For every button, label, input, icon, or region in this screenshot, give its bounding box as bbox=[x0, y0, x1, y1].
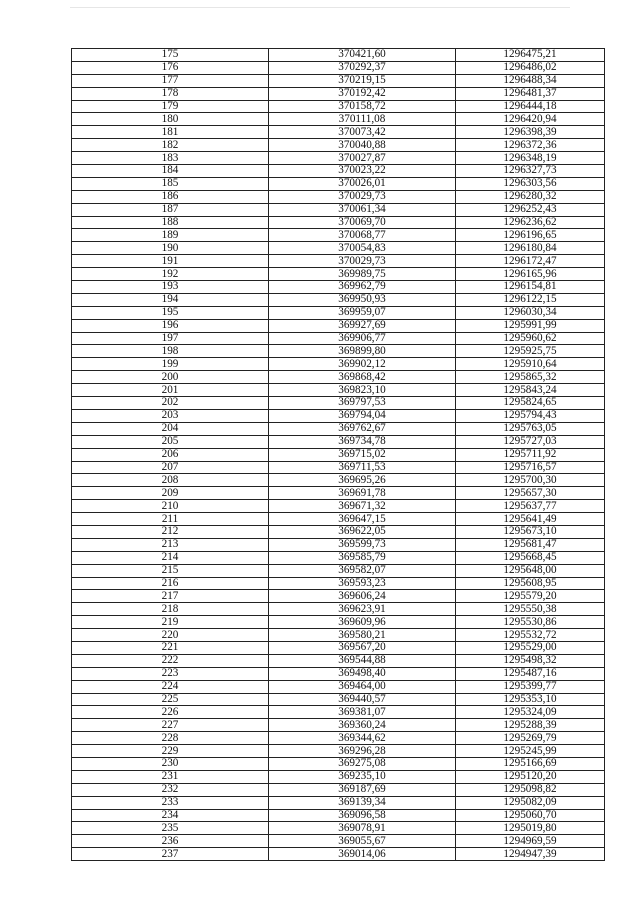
x-coordinate-cell: 370029,73 bbox=[269, 255, 456, 268]
table-row bbox=[72, 126, 605, 139]
y-coordinate-cell: 1295269,79 bbox=[456, 732, 605, 745]
point-number-cell: 189 bbox=[72, 229, 269, 242]
x-coordinate-cell: 369622,05 bbox=[269, 525, 456, 538]
point-number-cell: 212 bbox=[72, 525, 269, 538]
table-row bbox=[72, 139, 605, 152]
point-number-cell: 206 bbox=[72, 448, 269, 461]
x-coordinate-cell: 370054,83 bbox=[269, 242, 456, 255]
y-coordinate-cell: 1296327,73 bbox=[456, 165, 605, 178]
y-coordinate-cell: 1296030,34 bbox=[456, 306, 605, 319]
point-number-cell: 215 bbox=[72, 564, 269, 577]
x-coordinate-cell: 369078,91 bbox=[269, 822, 456, 835]
y-coordinate-cell: 1295288,39 bbox=[456, 719, 605, 732]
x-coordinate-cell: 369927,69 bbox=[269, 319, 456, 332]
point-number-cell: 198 bbox=[72, 345, 269, 358]
x-coordinate-cell: 370192,42 bbox=[269, 87, 456, 100]
y-coordinate-cell: 1296252,43 bbox=[456, 203, 605, 216]
table-row bbox=[72, 397, 605, 410]
table-row bbox=[72, 216, 605, 229]
point-number-cell: 193 bbox=[72, 281, 269, 294]
y-coordinate-cell: 1294969,59 bbox=[456, 835, 605, 848]
x-coordinate-cell: 369567,20 bbox=[269, 641, 456, 654]
y-coordinate-cell: 1296398,39 bbox=[456, 126, 605, 139]
x-coordinate-cell: 370073,42 bbox=[269, 126, 456, 139]
y-coordinate-cell: 1296348,19 bbox=[456, 152, 605, 165]
table-row bbox=[72, 281, 605, 294]
x-coordinate-cell: 369381,07 bbox=[269, 706, 456, 719]
x-coordinate-cell: 369440,57 bbox=[269, 693, 456, 706]
y-coordinate-cell: 1295716,57 bbox=[456, 461, 605, 474]
point-number-cell: 207 bbox=[72, 461, 269, 474]
table-row bbox=[72, 242, 605, 255]
table-row bbox=[72, 719, 605, 732]
point-number-cell: 210 bbox=[72, 500, 269, 513]
y-coordinate-cell: 1295648,00 bbox=[456, 564, 605, 577]
table-row bbox=[72, 848, 605, 861]
point-number-cell: 185 bbox=[72, 177, 269, 190]
point-number-cell: 204 bbox=[72, 422, 269, 435]
y-coordinate-cell: 1295681,47 bbox=[456, 538, 605, 551]
x-coordinate-cell: 370421,60 bbox=[269, 49, 456, 62]
table-row bbox=[72, 152, 605, 165]
point-number-cell: 233 bbox=[72, 796, 269, 809]
page-top-rule bbox=[70, 7, 570, 8]
x-coordinate-cell: 369344,62 bbox=[269, 732, 456, 745]
point-number-cell: 188 bbox=[72, 216, 269, 229]
table-row bbox=[72, 177, 605, 190]
x-coordinate-cell: 370219,15 bbox=[269, 74, 456, 87]
table-row bbox=[72, 384, 605, 397]
y-coordinate-cell: 1295082,09 bbox=[456, 796, 605, 809]
y-coordinate-cell: 1296172,47 bbox=[456, 255, 605, 268]
point-number-cell: 218 bbox=[72, 603, 269, 616]
x-coordinate-cell: 369580,21 bbox=[269, 629, 456, 642]
point-number-cell: 178 bbox=[72, 87, 269, 100]
y-coordinate-cell: 1296236,62 bbox=[456, 216, 605, 229]
x-coordinate-cell: 369691,78 bbox=[269, 487, 456, 500]
table-row bbox=[72, 680, 605, 693]
point-number-cell: 227 bbox=[72, 719, 269, 732]
y-coordinate-cell: 1296196,65 bbox=[456, 229, 605, 242]
y-coordinate-cell: 1296420,94 bbox=[456, 113, 605, 126]
point-number-cell: 208 bbox=[72, 474, 269, 487]
table-row bbox=[72, 268, 605, 281]
table-row bbox=[72, 409, 605, 422]
table-row bbox=[72, 538, 605, 551]
x-coordinate-cell: 369797,53 bbox=[269, 397, 456, 410]
y-coordinate-cell: 1295579,20 bbox=[456, 590, 605, 603]
x-coordinate-cell: 369593,23 bbox=[269, 577, 456, 590]
point-number-cell: 199 bbox=[72, 358, 269, 371]
point-number-cell: 191 bbox=[72, 255, 269, 268]
y-coordinate-cell: 1296303,56 bbox=[456, 177, 605, 190]
table-row bbox=[72, 229, 605, 242]
point-number-cell: 181 bbox=[72, 126, 269, 139]
x-coordinate-cell: 370292,37 bbox=[269, 61, 456, 74]
point-number-cell: 196 bbox=[72, 319, 269, 332]
y-coordinate-cell: 1296180,84 bbox=[456, 242, 605, 255]
y-coordinate-cell: 1295637,77 bbox=[456, 500, 605, 513]
table-row bbox=[72, 319, 605, 332]
table-row bbox=[72, 603, 605, 616]
x-coordinate-cell: 369899,80 bbox=[269, 345, 456, 358]
y-coordinate-cell: 1295711,92 bbox=[456, 448, 605, 461]
y-coordinate-cell: 1295727,03 bbox=[456, 435, 605, 448]
x-coordinate-cell: 369582,07 bbox=[269, 564, 456, 577]
y-coordinate-cell: 1295925,75 bbox=[456, 345, 605, 358]
point-number-cell: 222 bbox=[72, 654, 269, 667]
table-row bbox=[72, 371, 605, 384]
table-row bbox=[72, 706, 605, 719]
point-number-cell: 182 bbox=[72, 139, 269, 152]
y-coordinate-cell: 1295865,32 bbox=[456, 371, 605, 384]
y-coordinate-cell: 1295668,45 bbox=[456, 551, 605, 564]
table-row bbox=[72, 255, 605, 268]
x-coordinate-cell: 369959,07 bbox=[269, 306, 456, 319]
x-coordinate-cell: 369187,69 bbox=[269, 783, 456, 796]
x-coordinate-cell: 369096,58 bbox=[269, 809, 456, 822]
point-number-cell: 180 bbox=[72, 113, 269, 126]
x-coordinate-cell: 370027,87 bbox=[269, 152, 456, 165]
y-coordinate-cell: 1296122,15 bbox=[456, 293, 605, 306]
x-coordinate-cell: 370029,73 bbox=[269, 190, 456, 203]
table-row bbox=[72, 345, 605, 358]
y-coordinate-cell: 1295060,70 bbox=[456, 809, 605, 822]
table-row bbox=[72, 564, 605, 577]
table-row bbox=[72, 525, 605, 538]
point-number-cell: 228 bbox=[72, 732, 269, 745]
y-coordinate-cell: 1295550,38 bbox=[456, 603, 605, 616]
x-coordinate-cell: 369498,40 bbox=[269, 667, 456, 680]
y-coordinate-cell: 1296488,34 bbox=[456, 74, 605, 87]
point-number-cell: 214 bbox=[72, 551, 269, 564]
table-row bbox=[72, 822, 605, 835]
point-number-cell: 231 bbox=[72, 770, 269, 783]
y-coordinate-cell: 1295673,10 bbox=[456, 525, 605, 538]
y-coordinate-cell: 1296372,36 bbox=[456, 139, 605, 152]
point-number-cell: 190 bbox=[72, 242, 269, 255]
y-coordinate-cell: 1295641,49 bbox=[456, 513, 605, 526]
y-coordinate-cell: 1295324,09 bbox=[456, 706, 605, 719]
point-number-cell: 217 bbox=[72, 590, 269, 603]
point-number-cell: 236 bbox=[72, 835, 269, 848]
x-coordinate-cell: 369014,06 bbox=[269, 848, 456, 861]
y-coordinate-cell: 1295991,99 bbox=[456, 319, 605, 332]
point-number-cell: 237 bbox=[72, 848, 269, 861]
point-number-cell: 195 bbox=[72, 306, 269, 319]
y-coordinate-cell: 1295763,05 bbox=[456, 422, 605, 435]
y-coordinate-cell: 1296481,37 bbox=[456, 87, 605, 100]
x-coordinate-cell: 369296,28 bbox=[269, 745, 456, 758]
y-coordinate-cell: 1295120,20 bbox=[456, 770, 605, 783]
x-coordinate-cell: 369275,08 bbox=[269, 757, 456, 770]
table-row bbox=[72, 113, 605, 126]
point-number-cell: 202 bbox=[72, 397, 269, 410]
table-row bbox=[72, 783, 605, 796]
y-coordinate-cell: 1296165,96 bbox=[456, 268, 605, 281]
point-number-cell: 226 bbox=[72, 706, 269, 719]
x-coordinate-cell: 369464,00 bbox=[269, 680, 456, 693]
point-number-cell: 209 bbox=[72, 487, 269, 500]
table-row bbox=[72, 654, 605, 667]
y-coordinate-cell: 1296475,21 bbox=[456, 49, 605, 62]
table-row bbox=[72, 641, 605, 654]
point-number-cell: 197 bbox=[72, 332, 269, 345]
table-row bbox=[72, 590, 605, 603]
table-row bbox=[72, 474, 605, 487]
x-coordinate-cell: 369734,78 bbox=[269, 435, 456, 448]
point-number-cell: 186 bbox=[72, 190, 269, 203]
table-row bbox=[72, 616, 605, 629]
y-coordinate-cell: 1295960,62 bbox=[456, 332, 605, 345]
y-coordinate-cell: 1295245,99 bbox=[456, 745, 605, 758]
x-coordinate-cell: 369823,10 bbox=[269, 384, 456, 397]
point-number-cell: 234 bbox=[72, 809, 269, 822]
table-row bbox=[72, 461, 605, 474]
x-coordinate-cell: 370026,01 bbox=[269, 177, 456, 190]
point-number-cell: 225 bbox=[72, 693, 269, 706]
table-row bbox=[72, 293, 605, 306]
point-number-cell: 187 bbox=[72, 203, 269, 216]
table-row bbox=[72, 435, 605, 448]
y-coordinate-cell: 1295794,43 bbox=[456, 409, 605, 422]
point-number-cell: 184 bbox=[72, 165, 269, 178]
table-row bbox=[72, 61, 605, 74]
point-number-cell: 177 bbox=[72, 74, 269, 87]
table-row bbox=[72, 500, 605, 513]
table-row bbox=[72, 732, 605, 745]
y-coordinate-cell: 1295019,80 bbox=[456, 822, 605, 835]
table-row bbox=[72, 809, 605, 822]
table-row bbox=[72, 667, 605, 680]
point-number-cell: 183 bbox=[72, 152, 269, 165]
point-number-cell: 220 bbox=[72, 629, 269, 642]
x-coordinate-cell: 370158,72 bbox=[269, 100, 456, 113]
x-coordinate-cell: 369544,88 bbox=[269, 654, 456, 667]
y-coordinate-cell: 1295098,82 bbox=[456, 783, 605, 796]
table-row bbox=[72, 74, 605, 87]
y-coordinate-cell: 1295608,95 bbox=[456, 577, 605, 590]
table-row bbox=[72, 770, 605, 783]
y-coordinate-cell: 1295843,24 bbox=[456, 384, 605, 397]
point-number-cell: 194 bbox=[72, 293, 269, 306]
x-coordinate-cell: 370061,34 bbox=[269, 203, 456, 216]
y-coordinate-cell: 1294947,39 bbox=[456, 848, 605, 861]
table-row bbox=[72, 100, 605, 113]
point-number-cell: 200 bbox=[72, 371, 269, 384]
point-number-cell: 179 bbox=[72, 100, 269, 113]
y-coordinate-cell: 1295399,77 bbox=[456, 680, 605, 693]
point-number-cell: 201 bbox=[72, 384, 269, 397]
x-coordinate-cell: 369235,10 bbox=[269, 770, 456, 783]
x-coordinate-cell: 369606,24 bbox=[269, 590, 456, 603]
point-number-cell: 229 bbox=[72, 745, 269, 758]
x-coordinate-cell: 369902,12 bbox=[269, 358, 456, 371]
table-row bbox=[72, 693, 605, 706]
x-coordinate-cell: 369950,93 bbox=[269, 293, 456, 306]
x-coordinate-cell: 369695,26 bbox=[269, 474, 456, 487]
x-coordinate-cell: 370069,70 bbox=[269, 216, 456, 229]
table-row bbox=[72, 757, 605, 770]
x-coordinate-cell: 370040,88 bbox=[269, 139, 456, 152]
point-number-cell: 230 bbox=[72, 757, 269, 770]
x-coordinate-cell: 370023,22 bbox=[269, 165, 456, 178]
x-coordinate-cell: 369989,75 bbox=[269, 268, 456, 281]
point-number-cell: 216 bbox=[72, 577, 269, 590]
y-coordinate-cell: 1295532,72 bbox=[456, 629, 605, 642]
table-row bbox=[72, 796, 605, 809]
table-row bbox=[72, 165, 605, 178]
x-coordinate-cell: 369139,34 bbox=[269, 796, 456, 809]
x-coordinate-cell: 369715,02 bbox=[269, 448, 456, 461]
y-coordinate-cell: 1295910,64 bbox=[456, 358, 605, 371]
y-coordinate-cell: 1296280,32 bbox=[456, 190, 605, 203]
point-number-cell: 176 bbox=[72, 61, 269, 74]
x-coordinate-cell: 369609,96 bbox=[269, 616, 456, 629]
table-row bbox=[72, 190, 605, 203]
x-coordinate-cell: 370068,77 bbox=[269, 229, 456, 242]
x-coordinate-cell: 369585,79 bbox=[269, 551, 456, 564]
point-number-cell: 192 bbox=[72, 268, 269, 281]
coordinates-table-body bbox=[72, 49, 605, 861]
x-coordinate-cell: 370111,08 bbox=[269, 113, 456, 126]
y-coordinate-cell: 1296154,81 bbox=[456, 281, 605, 294]
y-coordinate-cell: 1296444,18 bbox=[456, 100, 605, 113]
table-row bbox=[72, 49, 605, 62]
x-coordinate-cell: 369599,73 bbox=[269, 538, 456, 551]
y-coordinate-cell: 1295487,16 bbox=[456, 667, 605, 680]
table-row bbox=[72, 513, 605, 526]
table-row bbox=[72, 551, 605, 564]
point-number-cell: 221 bbox=[72, 641, 269, 654]
point-number-cell: 213 bbox=[72, 538, 269, 551]
table-row bbox=[72, 332, 605, 345]
x-coordinate-cell: 369671,32 bbox=[269, 500, 456, 513]
y-coordinate-cell: 1295824,65 bbox=[456, 397, 605, 410]
y-coordinate-cell: 1295700,30 bbox=[456, 474, 605, 487]
table-row bbox=[72, 87, 605, 100]
y-coordinate-cell: 1295498,32 bbox=[456, 654, 605, 667]
y-coordinate-cell: 1296486,02 bbox=[456, 61, 605, 74]
x-coordinate-cell: 369794,04 bbox=[269, 409, 456, 422]
point-number-cell: 175 bbox=[72, 49, 269, 62]
table-row bbox=[72, 448, 605, 461]
y-coordinate-cell: 1295529,00 bbox=[456, 641, 605, 654]
point-number-cell: 224 bbox=[72, 680, 269, 693]
x-coordinate-cell: 369868,42 bbox=[269, 371, 456, 384]
x-coordinate-cell: 369762,67 bbox=[269, 422, 456, 435]
point-number-cell: 203 bbox=[72, 409, 269, 422]
table-row bbox=[72, 577, 605, 590]
table-row bbox=[72, 487, 605, 500]
point-number-cell: 211 bbox=[72, 513, 269, 526]
table-row bbox=[72, 422, 605, 435]
x-coordinate-cell: 369623,91 bbox=[269, 603, 456, 616]
table-row bbox=[72, 358, 605, 371]
point-number-cell: 235 bbox=[72, 822, 269, 835]
table-row bbox=[72, 203, 605, 216]
x-coordinate-cell: 369962,79 bbox=[269, 281, 456, 294]
x-coordinate-cell: 369906,77 bbox=[269, 332, 456, 345]
point-number-cell: 205 bbox=[72, 435, 269, 448]
point-number-cell: 223 bbox=[72, 667, 269, 680]
y-coordinate-cell: 1295657,30 bbox=[456, 487, 605, 500]
x-coordinate-cell: 369647,15 bbox=[269, 513, 456, 526]
table-row bbox=[72, 745, 605, 758]
y-coordinate-cell: 1295530,86 bbox=[456, 616, 605, 629]
x-coordinate-cell: 369711,53 bbox=[269, 461, 456, 474]
coordinates-table bbox=[71, 48, 605, 861]
point-number-cell: 219 bbox=[72, 616, 269, 629]
x-coordinate-cell: 369055,67 bbox=[269, 835, 456, 848]
point-number-cell: 232 bbox=[72, 783, 269, 796]
table-row bbox=[72, 306, 605, 319]
x-coordinate-cell: 369360,24 bbox=[269, 719, 456, 732]
y-coordinate-cell: 1295166,69 bbox=[456, 757, 605, 770]
table-row bbox=[72, 629, 605, 642]
y-coordinate-cell: 1295353,10 bbox=[456, 693, 605, 706]
table-row bbox=[72, 835, 605, 848]
